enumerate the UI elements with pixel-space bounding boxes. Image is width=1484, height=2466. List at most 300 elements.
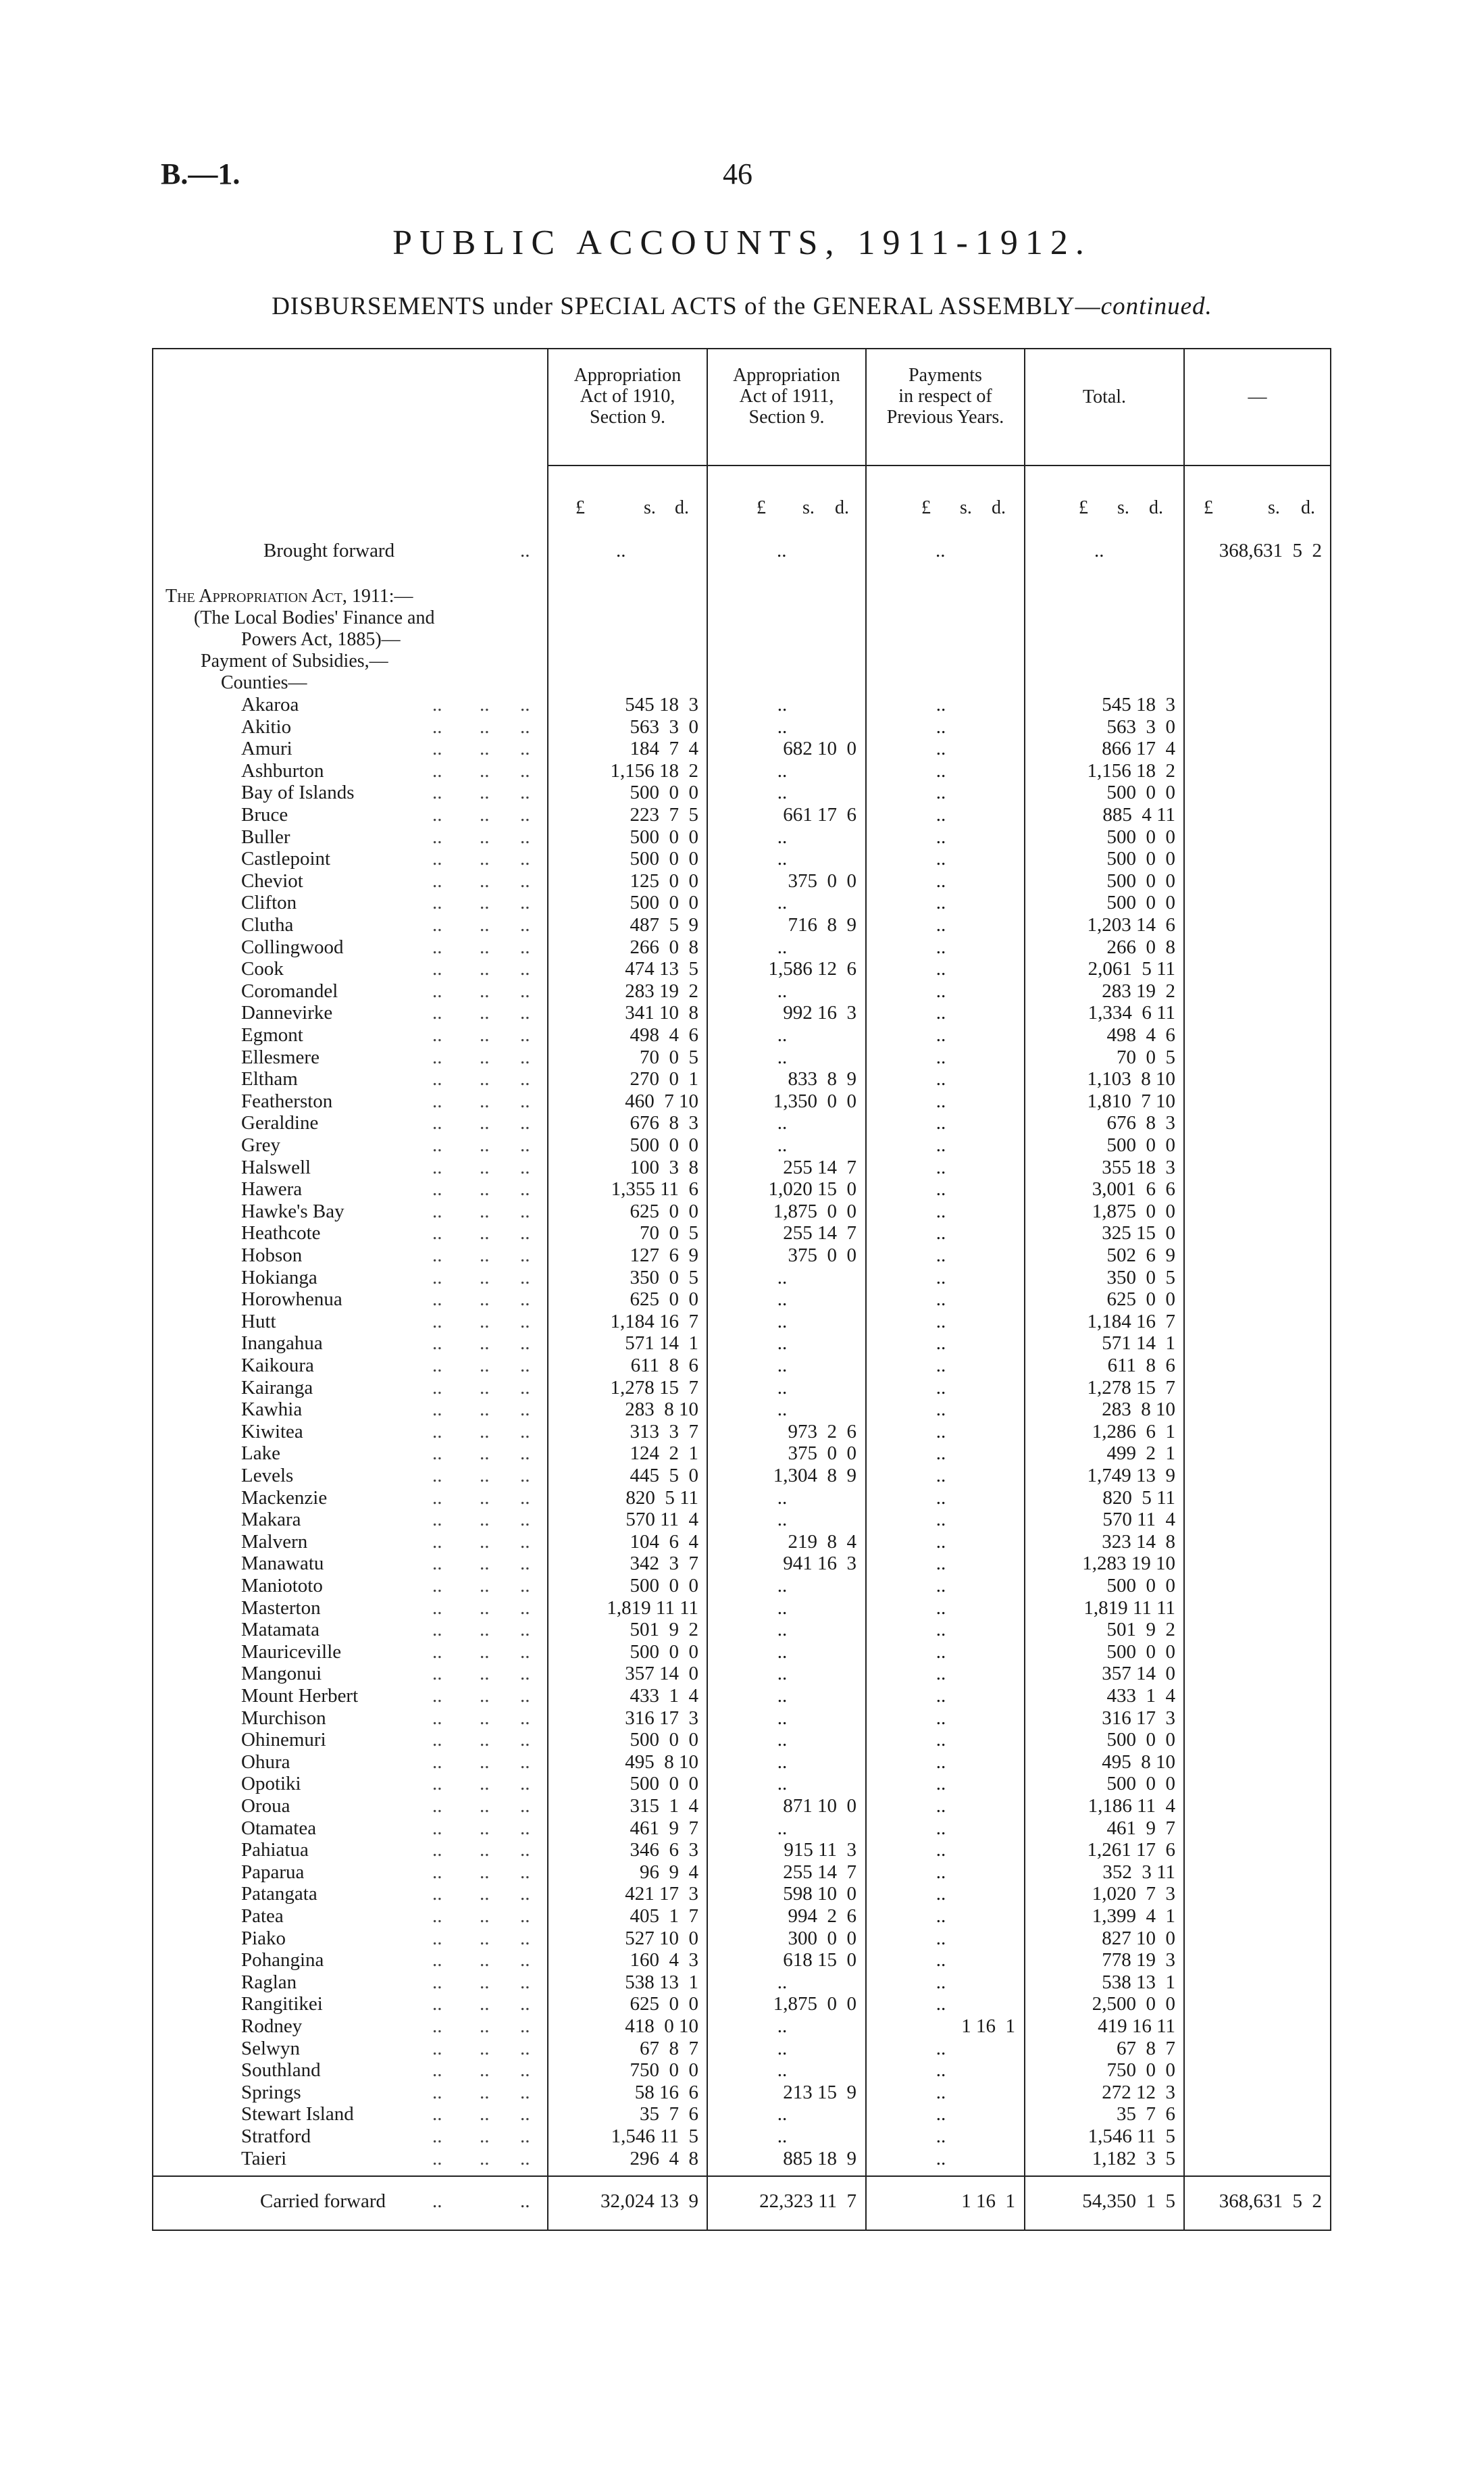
cell-act-1911: .. — [777, 782, 788, 804]
cell-total: 611 8 6 — [1107, 1355, 1175, 1376]
cell-previous-years: .. — [936, 1376, 946, 1399]
cell-act-1911: .. — [777, 1024, 788, 1046]
leader-dots: .. — [520, 1619, 530, 1641]
table-row — [0, 1751, 1484, 1773]
county-name: Kairanga — [241, 1376, 313, 1399]
table-row — [0, 1839, 1484, 1861]
cell-act-1910: 1,156 18 2 — [610, 759, 698, 782]
cell-previous-years: .. — [936, 2103, 946, 2125]
leader-dots: .. — [432, 2081, 442, 2103]
cell-previous-years: .. — [936, 1222, 946, 1244]
county-name: Hokianga — [241, 1266, 317, 1288]
cell-previous-years: .. — [936, 1993, 946, 2015]
leader-dots: .. — [480, 1090, 490, 1112]
leader-dots: .. — [432, 1134, 442, 1156]
cell-previous-years: .. — [936, 782, 946, 804]
county-name: Levels — [241, 1465, 294, 1486]
cell-act-1910: 223 7 5 — [630, 804, 698, 826]
subtitle-continued: continued. — [1100, 293, 1212, 320]
leader-dots: .. — [432, 1553, 442, 1575]
leader-dots: .. — [520, 782, 530, 804]
county-name: Malvern — [241, 1530, 308, 1553]
table-row — [0, 958, 1484, 980]
cell-act-1911: .. — [777, 1509, 788, 1531]
cell-total: 1,020 7 3 — [1092, 1883, 1175, 1905]
leader-dots: .. — [520, 1949, 530, 1971]
leader-dots: .. — [480, 1068, 490, 1090]
cell-act-1911: 833 8 9 — [788, 1068, 856, 1090]
intro-line: (The Local Bodies' Finance and — [194, 607, 435, 628]
leader-dots: .. — [480, 1663, 490, 1685]
cell-act-1910: 545 18 3 — [625, 694, 698, 715]
cell-previous-years: .. — [936, 1112, 946, 1134]
cell-act-1911: 915 11 3 — [784, 1839, 856, 1861]
leader-dots: .. — [480, 1905, 490, 1927]
table-row — [0, 716, 1484, 738]
leader-dots: .. — [480, 1222, 490, 1244]
cell-previous-years: .. — [936, 1949, 946, 1971]
table-row — [0, 1905, 1484, 1927]
leader-dots: .. — [432, 1244, 442, 1266]
leader-dots: .. — [480, 1002, 490, 1024]
cell-total: 1,261 17 6 — [1087, 1839, 1175, 1861]
cell-total: 272 12 3 — [1102, 2081, 1175, 2103]
cell-previous-years: .. — [936, 1553, 946, 1575]
table-row — [0, 980, 1484, 1002]
cell-previous-years: .. — [936, 826, 946, 848]
leader-dots: .. — [520, 1663, 530, 1685]
shilling-unit: s. — [802, 497, 815, 518]
county-name: Maniototo — [241, 1575, 323, 1596]
county-name: Heathcote — [241, 1222, 321, 1244]
cell-total: 501 9 2 — [1106, 1619, 1175, 1641]
county-name: Opotiki — [241, 1773, 301, 1795]
county-name: Mauriceville — [241, 1640, 342, 1663]
leader-dots: .. — [480, 738, 490, 760]
leader-dots: .. — [432, 1090, 442, 1112]
county-name: Patangata — [241, 1883, 317, 1905]
leader-dots: .. — [520, 870, 530, 892]
leader-dots: .. — [520, 1486, 530, 1509]
pence-unit: d. — [1149, 497, 1163, 518]
leader-dots: .. — [480, 958, 490, 980]
cell-total: 500 0 0 — [1106, 1640, 1175, 1663]
cell-act-1910: 421 17 3 — [625, 1883, 698, 1905]
cell-total: 3,001 6 6 — [1092, 1178, 1175, 1201]
county-name: Akaroa — [241, 694, 299, 715]
leader-dots: .. — [432, 1420, 442, 1442]
cell-act-1911: .. — [777, 1376, 788, 1399]
leader-dots: .. — [480, 1156, 490, 1178]
cell-previous-years: .. — [936, 1509, 946, 1531]
cell-previous-years: .. — [936, 848, 946, 870]
leader-dots: .. — [432, 1442, 442, 1465]
cell-previous-years: .. — [936, 1839, 946, 1861]
column-header-line: Section 9. — [590, 407, 665, 428]
county-name: Bay of Islands — [241, 782, 355, 804]
table-row — [0, 1134, 1484, 1156]
cell-total: 70 0 5 — [1117, 1046, 1175, 1068]
leader-dots: .. — [432, 980, 442, 1002]
cell-act-1911: .. — [777, 1773, 788, 1795]
leader-dots: .. — [432, 715, 442, 738]
county-name: Piako — [241, 1927, 286, 1949]
cell-act-1910: 500 0 0 — [630, 892, 698, 914]
cell-act-1911: .. — [777, 1134, 788, 1156]
cell-act-1911: 661 17 6 — [783, 804, 856, 826]
cell-previous-years: .. — [936, 715, 946, 738]
cell-act-1910: 124 2 1 — [630, 1442, 698, 1465]
leader-dots: .. — [432, 1949, 442, 1971]
cell-total: 563 3 0 — [1106, 715, 1175, 738]
leader-dots: .. — [520, 892, 530, 914]
leader-dots: .. — [432, 1266, 442, 1288]
leader-dots: .. — [520, 1993, 530, 2015]
leader-dots: .. — [520, 1773, 530, 1795]
county-name: Pahiatua — [241, 1839, 309, 1861]
column-header-act-1911 — [708, 365, 865, 428]
cell-total: 1,399 4 1 — [1092, 1905, 1175, 1927]
pound-unit: £ — [1079, 497, 1088, 518]
pence-unit: d. — [992, 497, 1006, 518]
cell-act-1910: 1,819 11 11 — [607, 1596, 698, 1619]
cell-total: 352 3 11 — [1102, 1861, 1175, 1883]
leader-dots: .. — [432, 1200, 442, 1222]
leader-dots: .. — [520, 1971, 530, 1993]
cell-total: 316 17 3 — [1102, 1707, 1175, 1729]
county-name: Ohura — [241, 1751, 290, 1773]
cell-act-1910: 296 4 8 — [630, 2147, 698, 2169]
cell-total: 498 4 6 — [1106, 1024, 1175, 1046]
cell-act-1911: .. — [777, 1046, 788, 1068]
county-name: Kaikoura — [241, 1355, 314, 1376]
table-row — [0, 1421, 1484, 1442]
county-name: Hutt — [241, 1310, 276, 1332]
cell-act-1910: 350 0 5 — [630, 1266, 698, 1288]
table-row — [0, 1288, 1484, 1310]
cell-act-1910: 341 10 8 — [625, 1002, 698, 1024]
cell-previous-years: .. — [936, 1751, 946, 1773]
leader-dots: .. — [432, 804, 442, 826]
table-row — [0, 1619, 1484, 1640]
cell-act-1911: .. — [777, 715, 788, 738]
cell-act-1911: 375 0 0 — [788, 1442, 856, 1465]
leader-dots: .. — [432, 1509, 442, 1531]
cell-act-1910: 70 0 5 — [640, 1046, 698, 1068]
table-row — [0, 1707, 1484, 1729]
leader-dots: .. — [520, 1266, 530, 1288]
cell-act-1911: 255 14 7 — [783, 1222, 856, 1244]
cell-total: 1,156 18 2 — [1087, 759, 1175, 782]
table-carried-rule — [152, 2175, 1331, 2177]
cell-total: 500 0 0 — [1106, 782, 1175, 804]
leader-dots: .. — [480, 759, 490, 782]
county-name: Kawhia — [241, 1399, 303, 1421]
leader-dots: .. — [432, 2190, 442, 2212]
leader-dots: .. — [480, 1619, 490, 1641]
cell-act-1910: 125 0 0 — [630, 870, 698, 892]
leader-dots: .. — [480, 1024, 490, 1046]
leader-dots: .. — [520, 1465, 530, 1486]
cell-act-1911: .. — [777, 2125, 788, 2147]
cell-total: 502 6 9 — [1106, 1244, 1175, 1266]
cell-total: 2,061 5 11 — [1088, 958, 1175, 980]
cell-act-1910: 538 13 1 — [625, 1971, 698, 1993]
cell-act-1910: 100 3 8 — [630, 1156, 698, 1178]
intro-line: Counties— — [221, 672, 307, 693]
county-name: Collingwood — [241, 936, 344, 958]
column-header-previous-years — [867, 365, 1024, 428]
cell-act-1910: 270 0 1 — [630, 1068, 698, 1090]
leader-dots: .. — [520, 2190, 530, 2212]
table-row — [0, 2038, 1484, 2059]
leader-dots: .. — [480, 1839, 490, 1861]
cell-act-1911: .. — [777, 540, 787, 561]
leader-dots: .. — [480, 2015, 490, 2037]
cell-act-1910: 611 8 6 — [630, 1355, 698, 1376]
cell-total: 355 18 3 — [1102, 1156, 1175, 1178]
pound-unit: £ — [1204, 497, 1213, 518]
leader-dots: .. — [520, 914, 530, 936]
cell-act-1910: 70 0 5 — [640, 1222, 698, 1244]
cell-act-1911: .. — [777, 2015, 788, 2037]
cell-total: 500 0 0 — [1106, 870, 1175, 892]
county-name: Grey — [241, 1134, 280, 1156]
leader-dots: .. — [432, 1156, 442, 1178]
leader-dots: .. — [480, 1244, 490, 1266]
table-row — [0, 1531, 1484, 1553]
table-row — [0, 1509, 1484, 1530]
cell-act-1910: 500 0 0 — [630, 782, 698, 804]
table-row — [0, 2059, 1484, 2081]
cell-act-1910: 67 8 7 — [640, 2037, 698, 2059]
table-row — [0, 1971, 1484, 1993]
page-number: 46 — [723, 157, 752, 191]
column-header-line: Section 9. — [748, 407, 825, 428]
leader-dots: .. — [520, 1288, 530, 1311]
table-row — [0, 1377, 1484, 1399]
leader-dots: .. — [480, 936, 490, 958]
leader-dots: .. — [432, 759, 442, 782]
table-row — [0, 914, 1484, 936]
cell-act-1910: 498 4 6 — [630, 1024, 698, 1046]
cell-act-1910: 570 11 4 — [625, 1509, 698, 1531]
table-row — [0, 1553, 1484, 1574]
cell-act-1911: 1,875 0 0 — [773, 1993, 856, 2015]
cell-previous-years: .. — [936, 980, 946, 1002]
county-name: Eltham — [241, 1068, 298, 1090]
county-name: Stratford — [241, 2125, 311, 2147]
leader-dots: .. — [480, 870, 490, 892]
cell-previous-years: .. — [936, 2125, 946, 2147]
county-name: Cook — [241, 958, 284, 980]
cell-previous-years: .. — [936, 1134, 946, 1156]
table-row — [0, 1795, 1484, 1817]
county-name: Castlepoint — [241, 848, 331, 870]
cell-total: 625 0 0 — [1106, 1288, 1175, 1311]
leader-dots: .. — [432, 892, 442, 914]
cell-previous-years: .. — [936, 1465, 946, 1486]
cell-previous-years: .. — [936, 694, 946, 715]
cell-total: 357 14 0 — [1102, 1663, 1175, 1685]
leader-dots: .. — [432, 1905, 442, 1927]
cell-act-1910: 676 8 3 — [630, 1112, 698, 1134]
cell-act-1910: 750 0 0 — [630, 2059, 698, 2082]
cell-act-1911: 682 10 0 — [783, 738, 856, 760]
leader-dots: .. — [480, 1575, 490, 1596]
cell-act-1911: 1,586 12 6 — [768, 958, 856, 980]
leader-dots: .. — [432, 1046, 442, 1068]
cell-act-1910: 474 13 5 — [625, 958, 698, 980]
leader-dots: .. — [432, 1112, 442, 1134]
table-row — [0, 870, 1484, 892]
leader-dots: .. — [432, 1486, 442, 1509]
table-row — [0, 1487, 1484, 1509]
cell-act-1910: 35 7 6 — [640, 2103, 698, 2125]
leader-dots: .. — [432, 1729, 442, 1751]
leader-dots: .. — [520, 1530, 530, 1553]
cell-total: 1,286 6 1 — [1092, 1420, 1175, 1442]
cell-total: 866 17 4 — [1102, 738, 1175, 760]
cell-total: 827 10 0 — [1102, 1927, 1175, 1949]
cell-total: 820 5 11 — [1102, 1486, 1175, 1509]
cell-act-1911: .. — [777, 1685, 788, 1707]
cell-act-1910: 357 14 0 — [625, 1663, 698, 1685]
leader-dots: .. — [520, 1046, 530, 1068]
table-row — [0, 1817, 1484, 1839]
leader-dots: .. — [480, 848, 490, 870]
cell-previous-years: .. — [936, 1729, 946, 1751]
cell-act-1911: 598 10 0 — [783, 1883, 856, 1905]
cell-act-1911: .. — [777, 936, 788, 958]
leader-dots: .. — [520, 804, 530, 826]
cell-act-1910: 625 0 0 — [630, 1288, 698, 1311]
intro-line: Powers Act, 1885)— — [241, 629, 401, 650]
cell-act-1911: .. — [777, 1486, 788, 1509]
county-name: Bruce — [241, 804, 288, 826]
cell-total: 499 2 1 — [1106, 1442, 1175, 1465]
cell-act-1910: 625 0 0 — [630, 1993, 698, 2015]
cell-previous-years: .. — [936, 1002, 946, 1024]
county-name: Murchison — [241, 1707, 326, 1729]
cell-act-1911: .. — [777, 2037, 788, 2059]
leader-dots: .. — [520, 2125, 530, 2147]
table-top-rule — [152, 348, 1331, 349]
cell-total: 54,350 1 5 — [1082, 2190, 1175, 2212]
cell-total: 500 0 0 — [1106, 848, 1175, 870]
table-row — [0, 2015, 1484, 2037]
leader-dots: .. — [432, 1178, 442, 1201]
pound-unit: £ — [757, 497, 766, 518]
leader-dots: .. — [480, 1817, 490, 1839]
cell-act-1911: 994 2 6 — [788, 1905, 856, 1927]
table-row — [0, 1928, 1484, 1949]
leader-dots: .. — [432, 1795, 442, 1817]
shilling-unit: s. — [1268, 497, 1280, 518]
leader-dots: .. — [520, 1200, 530, 1222]
county-name: Mount Herbert — [241, 1685, 359, 1707]
cell-total: 1,819 11 11 — [1083, 1596, 1175, 1619]
cell-act-1911: 1,020 15 0 — [768, 1178, 856, 1201]
leader-dots: .. — [520, 1090, 530, 1112]
leader-dots: .. — [432, 848, 442, 870]
cell-previous-years: .. — [936, 1685, 946, 1707]
cell-act-1910: 571 14 1 — [625, 1332, 698, 1355]
cell-previous-years: .. — [936, 870, 946, 892]
cell-previous-years: .. — [936, 738, 946, 760]
county-name: Coromandel — [241, 980, 338, 1002]
cell-act-1911: .. — [777, 1310, 788, 1332]
cell-act-1910: 315 1 4 — [630, 1795, 698, 1817]
leader-dots: .. — [520, 2081, 530, 2103]
cell-act-1911: .. — [777, 826, 788, 848]
cell-total: 283 8 10 — [1102, 1399, 1175, 1421]
leader-dots: .. — [480, 1288, 490, 1311]
cell-act-1910: 346 6 3 — [630, 1839, 698, 1861]
leader-dots: .. — [520, 2037, 530, 2059]
cell-total: 67 8 7 — [1117, 2037, 1175, 2059]
leader-dots: .. — [480, 2081, 490, 2103]
cell-act-1910: 820 5 11 — [625, 1486, 698, 1509]
leader-dots: .. — [520, 1134, 530, 1156]
carried-forward-label: Carried forward — [260, 2190, 386, 2212]
leader-dots: .. — [520, 1707, 530, 1729]
table-row — [0, 2148, 1484, 2169]
leader-dots: .. — [480, 1266, 490, 1288]
leader-dots: .. — [432, 936, 442, 958]
leader-dots: .. — [520, 1861, 530, 1883]
cell-total: 1,810 7 10 — [1087, 1090, 1175, 1112]
county-name: Matamata — [241, 1619, 319, 1641]
leader-dots: .. — [432, 1619, 442, 1641]
table-row — [0, 1244, 1484, 1266]
cell-act-1910: 461 9 7 — [630, 1817, 698, 1839]
cell-act-1910: 501 9 2 — [630, 1619, 698, 1641]
cell-total: 500 0 0 — [1106, 1773, 1175, 1795]
cell-total: 1,334 6 11 — [1088, 1002, 1175, 1024]
leader-dots: .. — [520, 980, 530, 1002]
pence-unit: d. — [675, 497, 689, 518]
leader-dots: .. — [520, 1751, 530, 1773]
leader-dots: .. — [432, 1465, 442, 1486]
cell-total: 495 8 10 — [1102, 1751, 1175, 1773]
county-name: Southland — [241, 2059, 321, 2082]
cell-previous-years: .. — [936, 1355, 946, 1376]
cell-act-1911: .. — [777, 1971, 788, 1993]
leader-dots: .. — [520, 2103, 530, 2125]
leader-dots: .. — [432, 1663, 442, 1685]
table-row — [0, 804, 1484, 826]
cell-act-1910: 316 17 3 — [625, 1707, 698, 1729]
leader-dots: .. — [480, 1200, 490, 1222]
cell-act-1911: .. — [777, 1596, 788, 1619]
leader-dots: .. — [480, 1332, 490, 1355]
cell-act-1911: 871 10 0 — [783, 1795, 856, 1817]
cell-previous-years: .. — [936, 892, 946, 914]
cell-previous-years: .. — [936, 1442, 946, 1465]
leader-dots: .. — [480, 892, 490, 914]
cell-total: 325 15 0 — [1102, 1222, 1175, 1244]
cell-act-1910: 487 5 9 — [630, 914, 698, 936]
cell-previous-years: .. — [936, 1399, 946, 1421]
table-row — [0, 1112, 1484, 1134]
table-row — [0, 1068, 1484, 1090]
leader-dots: .. — [520, 1817, 530, 1839]
cell-previous-years: .. — [936, 2147, 946, 2169]
county-name: Egmont — [241, 1024, 303, 1046]
column-header-line: Act of 1910, — [580, 386, 675, 407]
leader-dots: .. — [432, 914, 442, 936]
